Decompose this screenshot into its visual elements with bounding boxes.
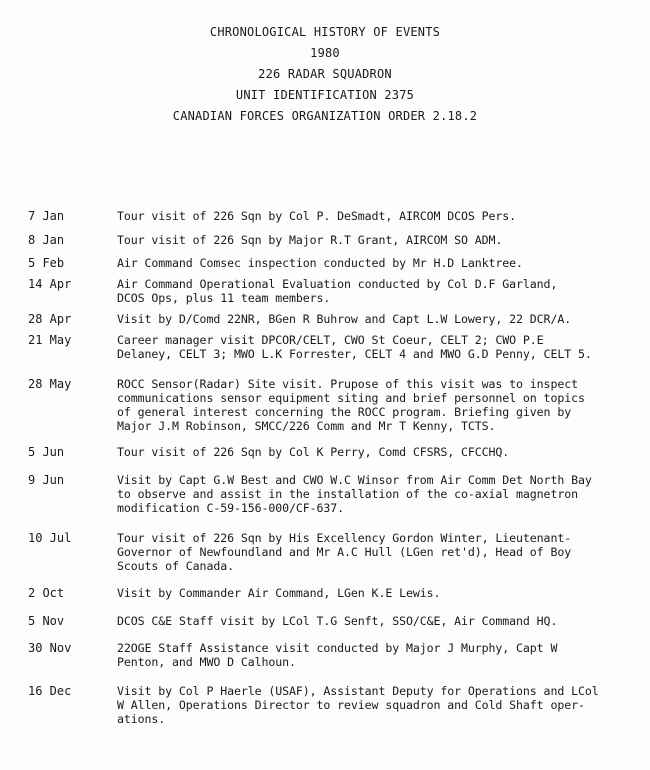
event-line: Penton, and MWO D Calhoun.	[117, 655, 296, 669]
event-date: 5 Feb	[28, 256, 65, 270]
event-date: 10 Jul	[28, 531, 72, 545]
unit-identification: UNIT IDENTIFICATION 2375	[235, 88, 415, 102]
event-description	[117, 209, 637, 223]
unit-name: 226 RADAR SQUADRON	[258, 67, 392, 81]
event-line: Visit by D/Comd 22NR, BGen R Buhrow and Capt L.W Lowery, 22 DCR/A.	[117, 312, 572, 326]
event-date: 8 Jan	[28, 233, 65, 247]
event-date: 14 Apr	[28, 277, 72, 291]
event-line: modification C-59-156-000/CF-637.	[117, 501, 345, 515]
event-line: communications sensor equipment siting and brief personnel on topics	[117, 391, 585, 405]
event-description	[117, 473, 637, 515]
event-line: Tour visit of 226 Sqn by Col K Perry, Comd CFSRS, CFCCHQ.	[117, 445, 510, 459]
event-description	[117, 312, 637, 326]
event-description	[117, 277, 637, 305]
event-line: of general interest concerning the ROCC program. Briefing given by	[117, 405, 572, 419]
event-line: ROCC Sensor(Radar) Site visit. Prupose of this visit was to inspect	[117, 377, 578, 391]
event-description	[117, 377, 637, 433]
document-year: 1980	[310, 46, 340, 60]
organization-order: CANADIAN FORCES ORGANIZATION ORDER 2.18.2	[172, 109, 478, 123]
event-line: DCOS C&E Staff visit by LCol T.G Senft, SSO/C&E, Air Command HQ.	[117, 614, 558, 628]
event-description	[117, 445, 637, 459]
event-line: Tour visit of 226 Sqn by Major R.T Grant, AIRCOM SO ADM.	[117, 233, 503, 247]
event-date: 28 Apr	[28, 312, 72, 326]
event-date: 28 May	[28, 377, 72, 391]
event-description	[117, 641, 637, 669]
event-description	[117, 684, 637, 726]
event-line: Air Command Operational Evaluation conducted by Col D.F Garland,	[117, 277, 558, 291]
event-line: Visit by Commander Air Command, LGen K.E Lewis.	[117, 586, 441, 600]
event-description	[117, 614, 637, 628]
event-line: to observe and assist in the installation of the co-axial magnetron	[117, 487, 578, 501]
event-line: W Allen, Operations Director to review squadron and Cold Shaft oper-	[117, 698, 585, 712]
event-date: 16 Dec	[28, 684, 72, 698]
event-line: DCOS Ops, plus 11 team members.	[117, 291, 331, 305]
event-date: 30 Nov	[28, 641, 72, 655]
event-date: 21 May	[28, 333, 72, 347]
event-line: Air Command Comsec inspection conducted by Mr H.D Lanktree.	[117, 256, 523, 270]
event-line: Career manager visit DPCOR/CELT, CWO St Coeur, CELT 2; CWO P.E	[117, 333, 544, 347]
event-description	[117, 256, 637, 270]
event-line: Tour visit of 226 Sqn by His Excellency Gordon Winter, Lieutenant-	[117, 531, 572, 545]
event-description	[117, 333, 637, 361]
event-line: Delaney, CELT 3; MWO L.K Forrester, CELT 4 and MWO G.D Penny, CELT 5.	[117, 347, 592, 361]
event-description	[117, 531, 637, 573]
event-date: 5 Jun	[28, 445, 65, 459]
document-heading	[0, 22, 650, 127]
event-line: Scouts of Canada.	[117, 559, 234, 573]
event-line: Visit by Col P Haerle (USAF), Assistant Deputy for Operations and LCol	[117, 684, 599, 698]
event-date: 7 Jan	[28, 209, 65, 223]
event-description	[117, 586, 637, 600]
document-title: CHRONOLOGICAL HISTORY OF EVENTS	[209, 25, 441, 39]
event-description	[117, 233, 637, 247]
event-line: Tour visit of 226 Sqn by Col P. DeSmadt, AIRCOM DCOS Pers.	[117, 209, 517, 223]
event-date: 5 Nov	[28, 614, 65, 628]
event-date: 2 Oct	[28, 586, 65, 600]
event-line: 22OGE Staff Assistance visit conducted by Major J Murphy, Capt W	[117, 641, 558, 655]
event-line: Major J.M Robinson, SMCC/226 Comm and Mr T Kenny, TCTS.	[117, 419, 496, 433]
event-line: ations.	[117, 712, 166, 726]
event-line: Visit by Capt G.W Best and CWO W.C Winsor from Air Comm Det North Bay	[117, 473, 592, 487]
event-line: Governor of Newfoundland and Mr A.C Hull (LGen ret'd), Head of Boy	[117, 545, 572, 559]
event-date: 9 Jun	[28, 473, 65, 487]
